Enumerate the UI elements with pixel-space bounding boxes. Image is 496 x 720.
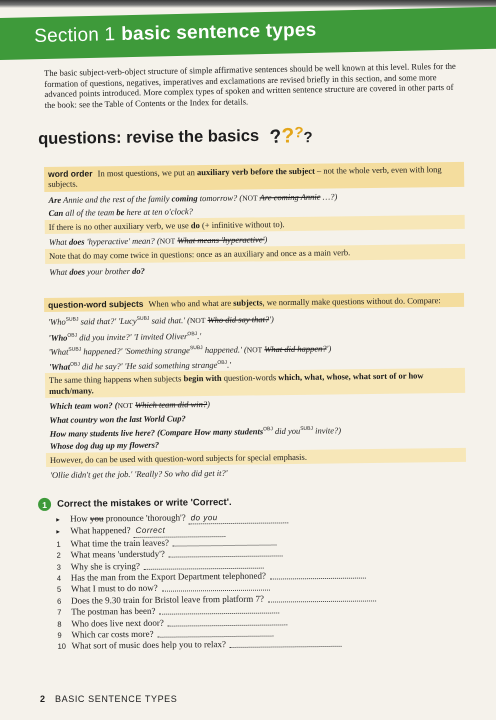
ex-text: here at ten o'clock?	[126, 206, 193, 218]
ex-text: .'	[227, 359, 232, 370]
ex-bold: Can	[48, 207, 64, 219]
struck-text: you	[89, 513, 104, 524]
answer-field[interactable]	[270, 570, 366, 580]
answer-field[interactable]	[230, 638, 342, 648]
item-text: Has the man from the Export Department telephoned?	[70, 570, 267, 583]
ex-bold: Are	[48, 194, 62, 205]
subj-tag: SUBJ	[65, 316, 79, 324]
ex-text: did he say?' 'He said something strange	[81, 359, 218, 372]
obj-tag: OBJ	[187, 330, 198, 337]
arrow-icon: ▸	[56, 529, 60, 537]
obj-tag: OBJ	[70, 361, 80, 368]
ex-bold: 'What	[48, 361, 71, 372]
item-number: 2	[56, 550, 61, 561]
heading-text: questions: revise the basics	[38, 126, 260, 148]
rule-bold: begin with	[183, 373, 222, 384]
item-number: 8	[57, 619, 62, 629]
item-text: How	[70, 513, 88, 524]
item-text: Why she is crying?	[70, 560, 140, 572]
ex-bold: How many students	[194, 426, 264, 437]
not-marker: NOT	[242, 193, 258, 203]
item-text: What happened?	[70, 525, 131, 537]
ex-bold: Which team won? (	[49, 400, 118, 412]
item-text: Who does live next door?	[71, 617, 164, 629]
rule-text: , we normally make questions without do. Compare:	[262, 295, 441, 308]
subj-tag: SUBJ	[189, 344, 203, 352]
page-number: 2	[40, 694, 46, 704]
ex-text: Annie and the rest of the family	[63, 193, 170, 205]
qmark-4: ?	[303, 129, 313, 147]
ex-text: mean?	[132, 235, 155, 246]
item-number: 3	[56, 562, 61, 572]
ex-text: your brother	[87, 265, 131, 277]
ex-text: .'	[197, 330, 202, 341]
questions-heading	[38, 124, 313, 152]
qmark-2: ?	[281, 124, 295, 148]
not-marker: NOT	[159, 236, 176, 246]
ex-bold: be	[116, 207, 125, 218]
item-text: pronounce 'thorough'?	[105, 512, 186, 524]
answer-field[interactable]: do you	[189, 511, 289, 524]
ex-text: 'What	[48, 346, 69, 357]
ex-text: happened?' 'Something strange	[83, 344, 190, 357]
item-number: 5	[56, 585, 62, 595]
ex-text: all of the team	[65, 207, 115, 218]
ex-text: tomorrow? (	[199, 192, 243, 203]
obj-tag: OBJ	[67, 332, 78, 339]
ex-text: )	[207, 399, 211, 410]
struck-text: What means 'hyperactive'	[177, 234, 265, 246]
exercise-number-badge: 1	[38, 498, 51, 511]
item-text: What I must to do now?	[70, 583, 158, 595]
answer-field[interactable]	[159, 605, 279, 615]
not-marker: NOT	[117, 401, 134, 411]
item-number: 4	[56, 573, 62, 583]
answer-field[interactable]	[144, 559, 264, 569]
ex-text: 'Ollie didn't get the job.' 'Really? So who did get it?'	[50, 467, 228, 480]
ex-bold: does	[69, 266, 86, 277]
question-word-block	[44, 293, 466, 482]
rule-text: The same thing happens when subjects	[48, 373, 182, 386]
answer-field[interactable]	[162, 582, 270, 592]
rule-bold: or how much/many.	[49, 370, 424, 396]
rule-text: (+ infinitive without to).	[201, 218, 285, 230]
answer-field[interactable]	[268, 592, 376, 602]
page-footer	[40, 694, 177, 704]
not-marker: NOT	[189, 316, 206, 326]
ex-bold: coming	[171, 192, 198, 204]
struck-text: What did happen?	[264, 343, 327, 355]
example	[45, 261, 465, 279]
exercise-1	[38, 493, 470, 652]
struck-text: Who did say that?	[207, 314, 270, 326]
rule-text: If there is no other auxiliary verb, we use	[48, 219, 189, 232]
rule-bold: subjects	[233, 297, 263, 308]
rule-text: In most questions, we put an	[97, 167, 195, 179]
question-word-rule-2	[45, 368, 465, 398]
exercise-items	[56, 509, 469, 652]
question-marks-icon	[270, 124, 313, 149]
example	[46, 464, 466, 482]
rule-bold: auxiliary verb before the subject	[196, 165, 315, 178]
ex-bold: What country won the last World Cup?	[49, 412, 186, 425]
item-text: What means 'understudy'?	[70, 548, 165, 560]
intro-paragraph: The basic subject-verb-object structure of simple affirmative sentences should be well known at this level. Rules for the formation of questions, negatives, imperatives and exclamations are revised briefly in this section, and some more advanced points introduced. More complex types of spoken and written sentence structure are covered in other parts of the book: see the Table of Contents or the Index for details.	[44, 60, 456, 110]
ex-text: …?)	[322, 191, 338, 202]
ex-text: 'hyperactive'	[86, 235, 131, 247]
rule-text: – not the whole verb, even with long subjects.	[48, 164, 442, 190]
struck-text: Are coming Annie	[259, 191, 321, 203]
answer-field[interactable]: Correct	[134, 524, 226, 537]
answer-field[interactable]	[169, 548, 283, 558]
answer-field[interactable]	[173, 536, 277, 546]
answer-field[interactable]	[158, 628, 274, 638]
answer-field[interactable]	[168, 616, 288, 626]
rule-text: However, do can be used with question-word subjects for special emphasis.	[49, 451, 307, 465]
item-number: 7	[57, 608, 62, 618]
obj-tag: OBJ	[217, 359, 228, 366]
exercise-instruction: Correct the mistakes or write 'Correct'.	[57, 496, 232, 510]
exercise-header	[38, 493, 468, 511]
section-name: basic sentence types	[121, 19, 317, 46]
footer-title: BASIC SENTENCE TYPES	[55, 694, 178, 704]
ex-bold: 'Who	[48, 332, 68, 343]
ex-text: did you	[274, 425, 301, 436]
item-number: 6	[57, 596, 62, 606]
item-number: 9	[57, 630, 62, 640]
item-text: Which car costs more?	[71, 628, 154, 640]
ex-text: What	[48, 236, 67, 247]
ex-bold: How many students live here? (Compare	[49, 426, 193, 439]
ex-bold: does	[68, 236, 85, 247]
item-text: The postman has been?	[71, 606, 156, 617]
ex-text: said that?' 'Lucy	[80, 316, 137, 327]
rule-label: question-word subjects	[48, 298, 144, 310]
page-edge-shadow	[0, 0, 496, 8]
subj-tag: SUBJ	[300, 425, 314, 432]
rule-text: When who and what are	[148, 297, 232, 309]
ex-bold: Whose dog dug up my flowers?	[49, 439, 160, 452]
rule-label: word order	[48, 168, 93, 179]
subj-tag: SUBJ	[136, 316, 150, 323]
word-order-rule	[44, 162, 464, 192]
qmark-1: ?	[268, 125, 283, 149]
arrow-icon: ▸	[56, 516, 60, 524]
ex-text: invite?)	[315, 425, 342, 436]
ex-text: said that.' (	[151, 315, 191, 326]
rule-bold: which, what, whose, what sort of	[278, 371, 397, 383]
item-number: 1	[56, 539, 61, 549]
item-number: 10	[57, 642, 66, 652]
qmark-3: ?	[293, 123, 305, 142]
word-order-block	[44, 162, 465, 278]
ex-text: ')	[326, 343, 332, 354]
ex-text: ')	[269, 314, 274, 325]
item-text: What time the train leaves?	[70, 537, 169, 549]
ex-text: happened.' (	[204, 344, 247, 355]
item-text: Does the 9.30 train for Bristol leave from platform 7?	[71, 593, 265, 606]
rule-text: Note that do may come twice in questions: once as an auxiliary and once as a main verb.	[49, 247, 351, 262]
not-marker: NOT	[246, 345, 263, 355]
example: What does 'hyperactive' mean? (NOT What means 'hyperactive')	[48, 234, 268, 247]
ex-text: 'Who	[48, 316, 66, 328]
struck-text: Which team did win?	[135, 399, 208, 411]
rule-text: question-words	[223, 372, 277, 384]
ex-text: What	[49, 266, 68, 277]
ex-bold: do?	[132, 265, 145, 276]
item-text: What sort of music does help you to relax?	[71, 639, 227, 652]
subj-tag: SUBJ	[68, 346, 82, 353]
obj-tag: OBJ	[263, 426, 273, 433]
section-number: Section 1	[34, 24, 116, 47]
rule-bold: do	[190, 219, 200, 230]
ex-text: did you invite?' 'I invited Oliver	[79, 330, 188, 343]
